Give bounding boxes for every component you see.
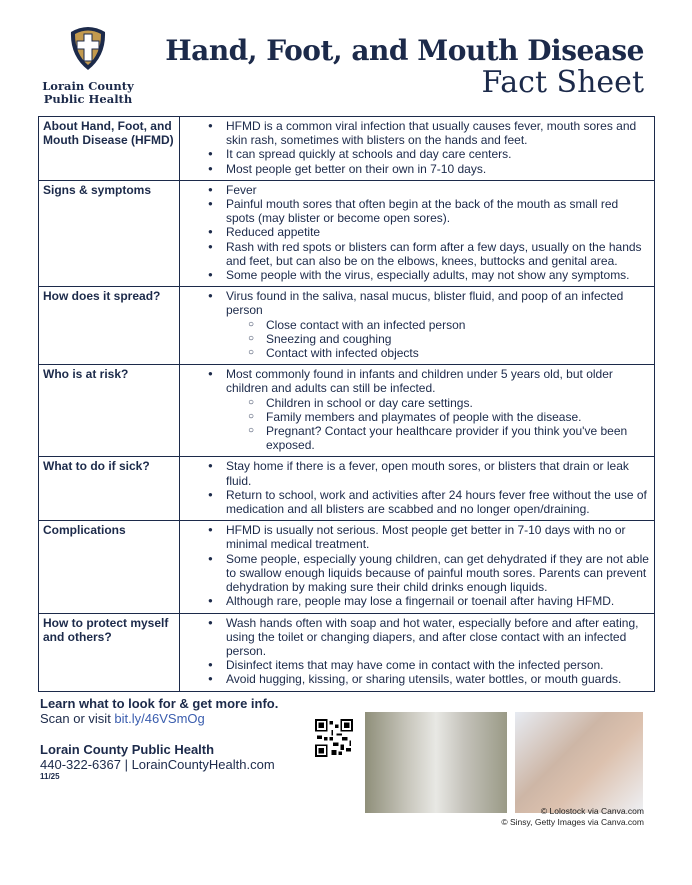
list-item	[208, 240, 650, 268]
table-row	[39, 521, 655, 613]
table-row	[39, 180, 655, 286]
list-item-text: Avoid hugging, kissing, or sharing utensils, water bottles, or mouth guards.	[226, 672, 622, 687]
bullet-list	[184, 119, 650, 176]
list-item	[208, 616, 650, 659]
title-sub: Fact Sheet	[481, 65, 644, 100]
phone-number: 440-322-6367	[40, 757, 121, 772]
table-row	[39, 117, 655, 181]
list-item	[208, 147, 650, 161]
row-label: How to protect myself and others?	[39, 613, 180, 691]
sub-list-item	[248, 318, 650, 332]
row-content	[180, 180, 655, 286]
row-content	[180, 117, 655, 181]
qr-code[interactable]	[315, 719, 353, 757]
list-item-text: Most people get better on their own in 7-10 days.	[226, 161, 487, 176]
image-credits	[501, 806, 644, 828]
org-name-line1: Lorain County	[42, 79, 134, 93]
canva-link[interactable]: Canva.com	[601, 817, 644, 827]
sub-list-item-text: Family members and playmates of people with the disease.	[266, 409, 582, 424]
separator: |	[120, 757, 132, 772]
list-item	[208, 119, 650, 147]
website-link[interactable]: LorainCountyHealth.com	[131, 757, 275, 772]
row-content	[180, 287, 655, 365]
list-item	[208, 672, 650, 686]
sub-list-item	[248, 424, 650, 452]
list-item-text: It can spread quickly at schools and day care centers.	[226, 147, 512, 162]
bullet-list	[184, 616, 650, 687]
row-label: What to do if sick?	[39, 457, 180, 521]
list-item-text: Most commonly found in infants and children under 5 years old, but older children and adults can still be infected.	[226, 367, 613, 396]
sub-bullet-list	[226, 396, 650, 453]
sub-list-item-text: Close contact with an infected person	[266, 317, 466, 332]
table-row	[39, 287, 655, 365]
row-content	[180, 457, 655, 521]
sub-list-item-text: Pregnant? Contact your healthcare provider if you think you've been exposed.	[266, 424, 628, 453]
list-item-text: HFMD is usually not serious. Most people get better in 7-10 days with no or minimal medical treatment.	[226, 523, 626, 552]
table-row	[39, 457, 655, 521]
table-row	[39, 365, 655, 457]
sub-list-item-text: Sneezing and coughing	[266, 331, 392, 346]
bullet-list	[184, 367, 650, 452]
page-title	[165, 34, 644, 100]
row-label: Who is at risk?	[39, 365, 180, 457]
row-content	[180, 521, 655, 613]
list-item-text: Virus found in the saliva, nasal mucus, blister fluid, and poop of an infected person	[226, 289, 624, 318]
sub-bullet-list	[226, 318, 650, 361]
footer-org-name: Lorain County Public Health	[40, 742, 215, 757]
credit-1: © Lolostock via	[540, 806, 601, 816]
list-item-text: Reduced appetite	[226, 225, 321, 240]
credit-2: © Sinsy, Getty Images via	[501, 817, 601, 827]
org-name-line2: Public Health	[43, 92, 133, 106]
list-item-text: Painful mouth sores that often begin at the back of the mouth as small red spots (may blister or become open sores).	[226, 197, 619, 226]
bullet-list	[184, 289, 650, 360]
list-item-text: Fever	[226, 182, 257, 197]
list-item-text: Wash hands often with soap and hot water, especially before and after eating, using the toilet or changing diapers, and after close contact with an infected person.	[226, 615, 639, 658]
learn-more-text: Learn what to look for & get more info.	[40, 696, 279, 711]
list-item-text: Rash with red spots or blisters can form after a few days, usually on the hands and feet, but can also be on the elbows, knees, buttocks and genital area.	[226, 239, 642, 268]
shield-cross-icon	[68, 24, 108, 72]
bullet-list	[184, 183, 650, 282]
list-item-text: Return to school, work and activities after 24 hours fever free without the use of medication and all blisters are scabbed and no longer open/draining.	[226, 487, 647, 517]
row-label: About Hand, Foot, and Mouth Disease (HFMD)	[39, 117, 180, 181]
org-logo	[40, 24, 136, 106]
sub-list-item-text: Children in school or day care settings.	[266, 395, 473, 410]
list-item-text: Disinfect items that may have come in contact with the infected person.	[226, 658, 604, 673]
list-item-text: Although rare, people may lose a fingernail or toenail after having HFMD.	[226, 594, 615, 609]
row-label: How does it spread?	[39, 287, 180, 365]
list-item-text: HFMD is a common viral infection that usually causes fever, mouth sores and skin rash, sometimes with blisters on the hands and feet.	[226, 119, 637, 148]
scan-text: Scan or visit	[40, 711, 115, 726]
list-item	[208, 197, 650, 225]
photo-feet-rash	[515, 712, 643, 813]
list-item	[208, 523, 650, 551]
table-row	[39, 613, 655, 691]
facts-table	[38, 116, 655, 692]
row-content	[180, 365, 655, 457]
sub-list-item-text: Contact with infected objects	[266, 346, 419, 361]
sub-list-item	[248, 332, 650, 346]
bullet-list	[184, 523, 650, 608]
sub-list-item	[248, 410, 650, 424]
list-item-text: Some people with the virus, especially adults, may not show any symptoms.	[226, 268, 630, 283]
list-item	[208, 658, 650, 672]
footer	[40, 696, 278, 781]
sub-list-item	[248, 396, 650, 410]
list-item	[208, 225, 650, 239]
list-item	[208, 183, 650, 197]
list-item	[208, 594, 650, 608]
photo-hands-rash	[365, 712, 507, 813]
list-item	[208, 289, 650, 360]
list-item	[208, 162, 650, 176]
list-item	[208, 268, 650, 282]
list-item	[208, 552, 650, 595]
row-content	[180, 613, 655, 691]
list-item	[208, 459, 650, 487]
list-item-text: Some people, especially young children, can get dehydrated if they are not able to swallow enough liquids because of painful mouth sores. Parents can prevent dehydration by making sure their child drinks enough liquids.	[226, 551, 649, 595]
short-link[interactable]: bit.ly/46VSmOg	[114, 711, 205, 726]
title-main: Hand, Foot, and Mouth Disease	[165, 34, 644, 67]
list-item-text: Stay home if there is a fever, open mouth sores, or blisters that drain or leak fluid.	[226, 459, 629, 488]
list-item	[208, 488, 650, 516]
canva-link[interactable]: Canva.com	[601, 806, 644, 816]
list-item	[208, 367, 650, 452]
bullet-list	[184, 459, 650, 516]
sub-list-item	[248, 346, 650, 360]
row-label: Complications	[39, 521, 180, 613]
row-label: Signs & symptoms	[39, 180, 180, 286]
revision-date: 11/25	[40, 772, 60, 781]
